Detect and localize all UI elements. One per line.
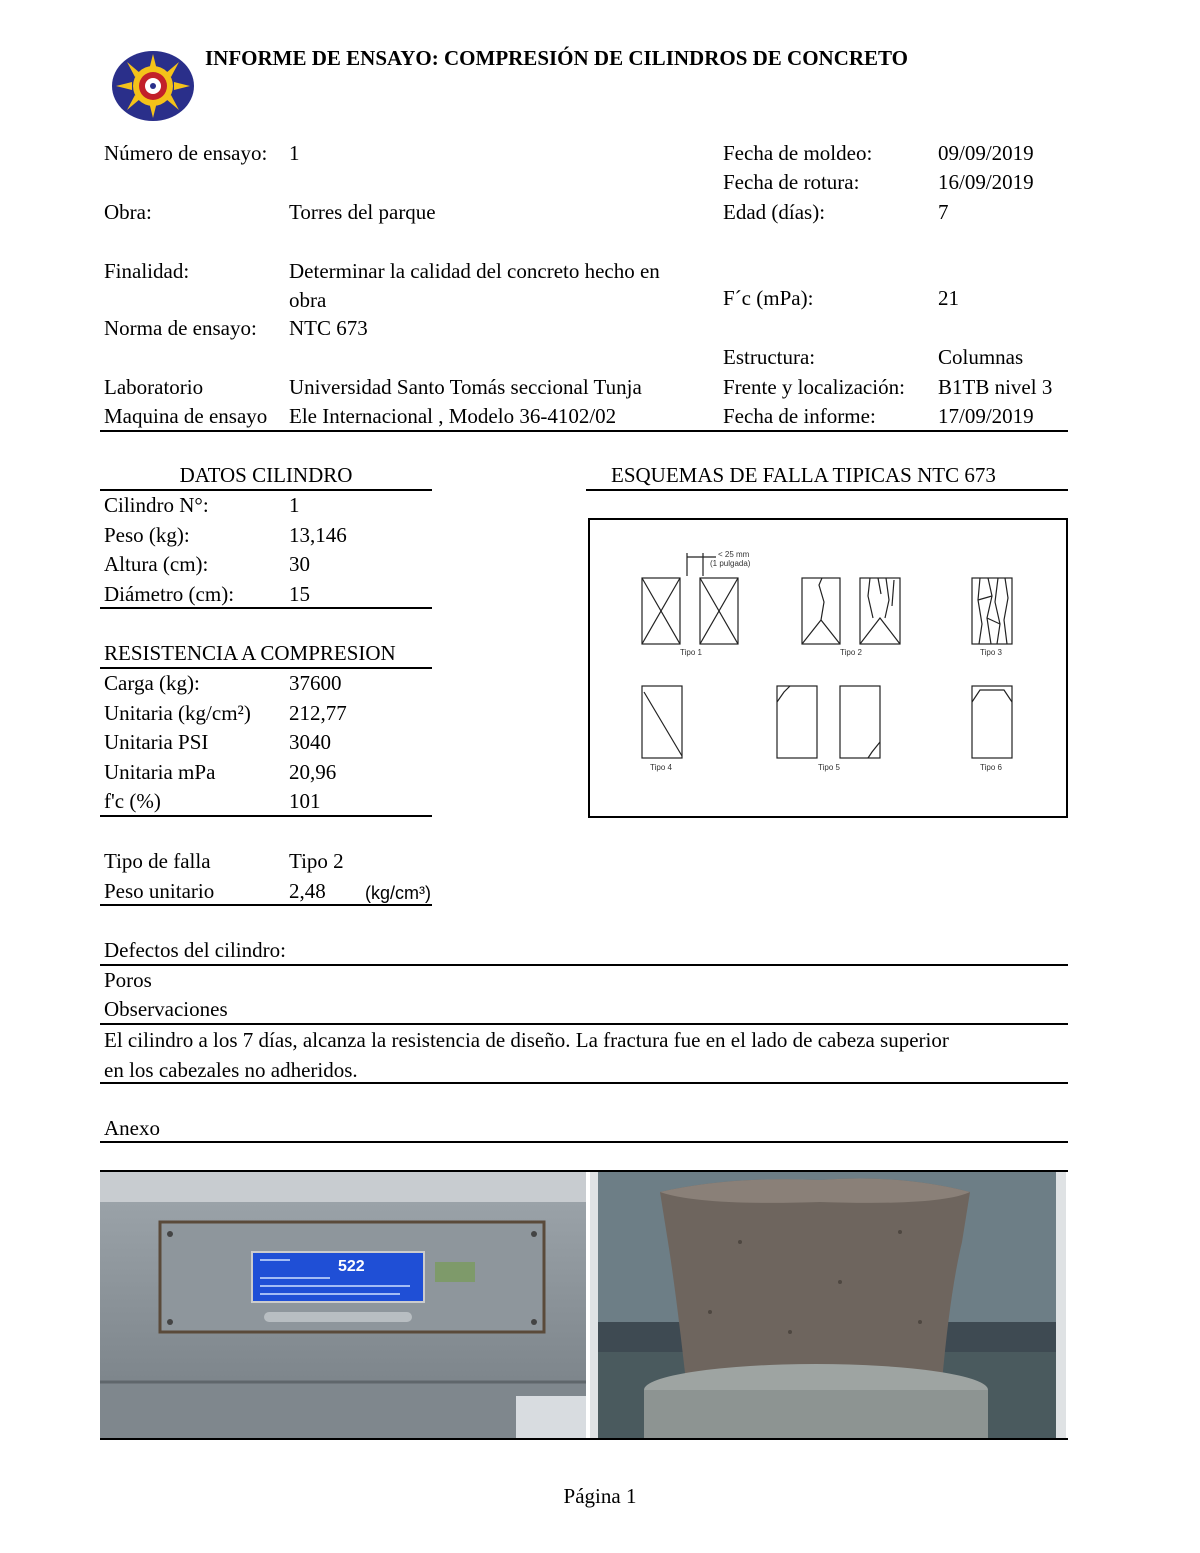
- info-value-fecha-informe: 17/09/2019: [938, 404, 1034, 428]
- dimension-label-1: < 25 mm: [718, 550, 750, 559]
- esquemas-heading-rule: [586, 489, 1068, 491]
- scheme-label-tipo-1: Tipo 1: [680, 648, 702, 657]
- resistencia-heading-rule: [100, 667, 432, 669]
- datos-value-cilindro: 1: [289, 493, 300, 517]
- info-value-fecha-moldeo: 09/09/2019: [938, 141, 1034, 165]
- observaciones-label: Observaciones: [104, 997, 228, 1021]
- anexo-photos-bottom-rule: [100, 1438, 1068, 1440]
- info-label-edad: Edad (días):: [723, 200, 826, 224]
- anexo-rule: [100, 1141, 1068, 1143]
- info-label-fecha-rotura: Fecha de rotura:: [723, 170, 860, 194]
- machine-display-reading: 522: [338, 1258, 365, 1275]
- datos-value-peso: 13,146: [289, 523, 347, 547]
- info-value-numero: 1: [289, 141, 300, 165]
- scheme-label-tipo-2: Tipo 2: [840, 648, 862, 657]
- datos-label-peso: Peso (kg):: [104, 523, 190, 547]
- tipo-2-cylinder-a: [802, 578, 840, 644]
- info-divider: [100, 430, 1068, 432]
- tipo-5-cylinder-a: [777, 686, 817, 758]
- testing-machine-photo: [100, 1172, 586, 1438]
- info-value-maquina: Ele Internacional , Modelo 36-4102/02: [289, 404, 617, 428]
- datos-cilindro-heading: DATOS CILINDRO: [179, 463, 353, 487]
- falla-bottom-rule: [100, 904, 432, 906]
- info-label-finalidad: Finalidad:: [104, 259, 190, 283]
- datos-cilindro-heading-rule: [100, 489, 432, 491]
- falla-tipo-value: Tipo 2: [289, 849, 344, 873]
- observaciones-bottom-rule: [100, 1082, 1068, 1084]
- info-value-obra: Torres del parque: [289, 200, 436, 224]
- datos-cilindro-bottom-rule: [100, 607, 432, 609]
- peso-unitario-value: 2,48: [289, 879, 326, 903]
- info-value-fc: 21: [938, 286, 959, 310]
- scheme-label-tipo-5: Tipo 5: [818, 763, 840, 772]
- scheme-label-tipo-6: Tipo 6: [980, 763, 1002, 772]
- datos-label-cilindro: Cilindro N°:: [104, 493, 209, 517]
- defectos-label: Defectos del cilindro:: [104, 938, 286, 962]
- info-value-norma: NTC 673: [289, 316, 368, 340]
- resistencia-bottom-rule: [100, 815, 432, 817]
- resistencia-heading: RESISTENCIA A COMPRESION: [104, 641, 396, 665]
- datos-value-altura: 30: [289, 552, 310, 576]
- tipo-5-cylinder-b: [840, 686, 880, 758]
- resistencia-value-carga: 37600: [289, 671, 342, 695]
- info-value-finalidad-2: obra: [289, 288, 327, 312]
- info-label-fecha-informe: Fecha de informe:: [723, 404, 876, 428]
- info-value-estructura: Columnas: [938, 345, 1024, 369]
- info-label-fecha-moldeo: Fecha de moldeo:: [723, 141, 873, 165]
- info-value-frente: B1TB nivel 3: [938, 375, 1053, 399]
- info-value-edad: 7: [938, 200, 949, 224]
- observaciones-text-1: El cilindro a los 7 días, alcanza la resistencia de diseño. La fractura fue en el lado de cabeza superior: [104, 1028, 949, 1052]
- failure-schemes-figure: [588, 518, 1068, 818]
- peso-unitario-label: Peso unitario: [104, 879, 215, 903]
- resistencia-value-fc: 101: [289, 789, 321, 813]
- resistencia-value-mpa: 20,96: [289, 760, 337, 784]
- datos-label-diametro: Diámetro (cm):: [104, 582, 235, 606]
- info-label-laboratorio: Laboratorio: [104, 375, 204, 399]
- defectos-value: Poros: [104, 968, 152, 992]
- resistencia-label-mpa: Unitaria mPa: [104, 760, 216, 784]
- info-value-fecha-rotura: 16/09/2019: [938, 170, 1034, 194]
- info-label-fc: F´c (mPa):: [723, 286, 814, 310]
- resistencia-value-psi: 3040: [289, 730, 331, 754]
- peso-unitario-unit: (kg/cm³): [365, 883, 431, 903]
- tested-cylinder-photo: [590, 1172, 1066, 1438]
- datos-value-diametro: 15: [289, 582, 310, 606]
- esquemas-heading: ESQUEMAS DE FALLA TIPICAS NTC 673: [611, 463, 996, 487]
- info-value-laboratorio: Universidad Santo Tomás seccional Tunja: [289, 375, 642, 399]
- resistencia-value-kgcm2: 212,77: [289, 701, 347, 725]
- info-label-obra: Obra:: [104, 200, 152, 224]
- page-number: Página 1: [563, 1484, 637, 1508]
- resistencia-label-psi: Unitaria PSI: [104, 730, 209, 754]
- university-seal-icon: [110, 50, 196, 122]
- resistencia-label-kgcm2: Unitaria (kg/cm²): [104, 701, 251, 725]
- defectos-rule: [100, 964, 1068, 966]
- resistencia-label-carga: Carga (kg):: [104, 671, 200, 695]
- tipo-6-cylinder: [972, 686, 1012, 758]
- anexo-label: Anexo: [104, 1116, 160, 1140]
- falla-tipo-label: Tipo de falla: [104, 849, 211, 873]
- scheme-label-tipo-4: Tipo 4: [650, 763, 672, 772]
- resistencia-label-fc: f'c (%): [104, 789, 161, 813]
- info-label-estructura: Estructura:: [723, 345, 816, 369]
- failure-schemes-diagram: [590, 520, 1066, 816]
- observaciones-text-2: en los cabezales no adheridos.: [104, 1058, 358, 1082]
- info-label-maquina: Maquina de ensayo: [104, 404, 268, 428]
- info-value-finalidad-1: Determinar la calidad del concreto hecho en: [289, 259, 660, 283]
- info-label-frente: Frente y localización:: [723, 375, 905, 399]
- observaciones-rule: [100, 1023, 1068, 1025]
- scheme-label-tipo-3: Tipo 3: [980, 648, 1002, 657]
- dimension-label-2: (1 pulgada): [710, 559, 751, 568]
- info-label-norma: Norma de ensayo:: [104, 316, 257, 340]
- datos-label-altura: Altura (cm):: [104, 552, 209, 576]
- report-title: INFORME DE ENSAYO: COMPRESIÓN DE CILINDROS DE CONCRETO: [205, 46, 909, 70]
- info-label-numero: Número de ensayo:: [104, 141, 268, 165]
